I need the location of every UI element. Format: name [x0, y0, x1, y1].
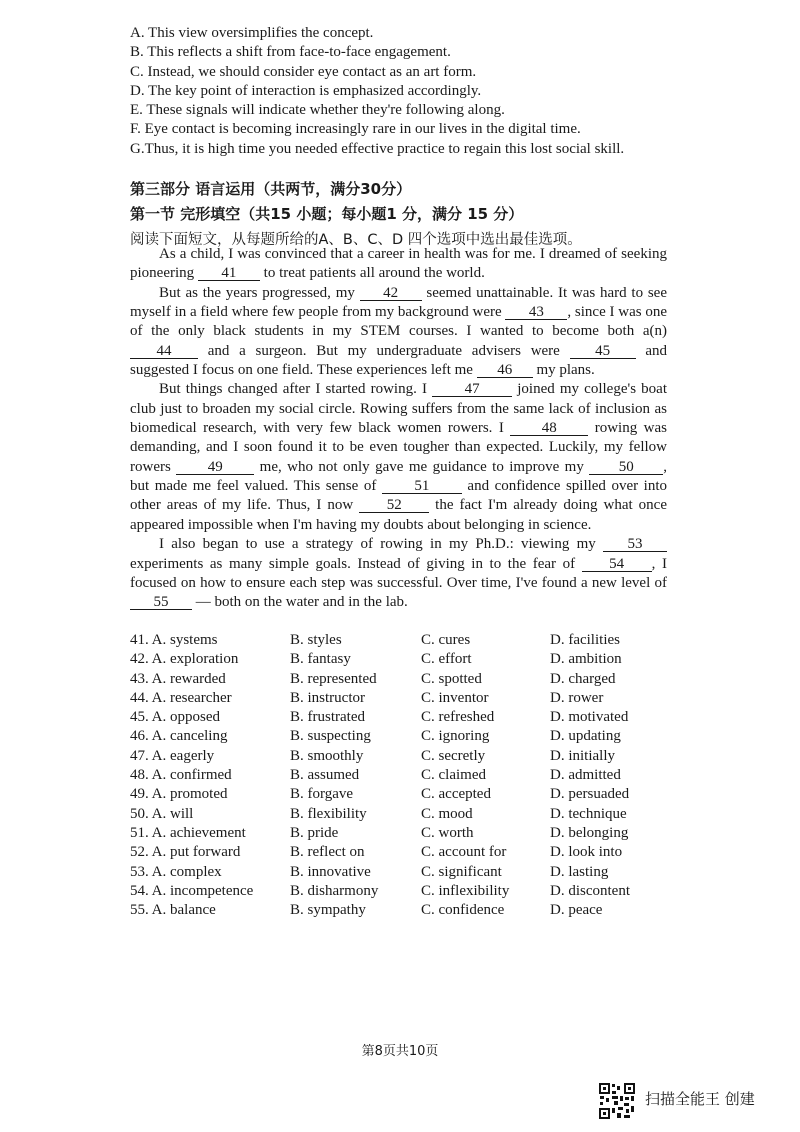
choice-d: D. initially — [550, 747, 615, 764]
choice-c: C. secretly — [421, 747, 486, 764]
choice-b: B. instructor — [290, 689, 365, 706]
blank-48: 48 — [510, 421, 588, 436]
choice-row — [130, 631, 690, 650]
subsection-heading: 第一节 完形填空（共15 小题；每小题1 分，满分 15 分） — [130, 205, 524, 223]
blank-55: 55 — [130, 595, 192, 610]
choice-a: 42. A. exploration — [130, 651, 239, 668]
choice-b: B. suspecting — [290, 728, 371, 745]
choice-b: B. pride — [290, 824, 339, 841]
choice-b: B. disharmony — [290, 882, 379, 899]
option-b: B. This reflects a shift from face-to-face engagement. — [130, 44, 451, 61]
option-d: D. The key point of interaction is emphasized accordingly. — [130, 82, 482, 99]
choice-a: 55. A. balance — [130, 902, 216, 919]
passage-text: and confidence spilled over into other areas of my life. Thus, I now — [130, 478, 667, 514]
choice-c: C. confidence — [421, 902, 505, 919]
choice-row — [130, 766, 690, 785]
choice-d: D. facilities — [550, 632, 620, 648]
choice-row — [130, 689, 690, 708]
choice-a: 49. A. promoted — [130, 786, 228, 803]
choice-b: B. fantasy — [290, 651, 351, 668]
passage-text: — both on the water and in the lab. — [192, 594, 408, 611]
choice-b: B. sympathy — [290, 902, 366, 919]
choice-d: D. technique — [550, 805, 627, 822]
scanner-watermark: 扫描全能王 创建 — [645, 1090, 755, 1108]
choice-b: B. frustrated — [290, 709, 365, 726]
passage-text: seemed unattainable. It was hard to see myself in a field where few people from my background were — [130, 284, 667, 321]
passage-text: But things changed after I started rowing. I — [159, 381, 433, 398]
choice-d: D. discontent — [550, 882, 630, 899]
choice-row — [130, 727, 690, 746]
choice-row — [130, 708, 690, 727]
blank-43: 43 — [505, 305, 567, 320]
blank-46: 46 — [477, 363, 533, 378]
choice-b: B. innovative — [290, 863, 371, 880]
choice-c: C. account for — [421, 844, 507, 861]
choice-a: 43. A. rewarded — [130, 670, 226, 687]
choice-d: D. charged — [550, 670, 616, 687]
choice-b: B. forgave — [290, 786, 354, 803]
choice-row — [130, 670, 690, 689]
blank-52: 52 — [359, 498, 429, 513]
blank-41: 41 — [198, 266, 260, 281]
choice-row — [130, 843, 690, 862]
instruction: 阅读下面短文，从每题所给的A、B、C、D 四个选项中选出最佳选项。 — [130, 232, 582, 248]
choice-c: C. worth — [421, 824, 474, 841]
choice-d: D. persuaded — [550, 786, 630, 803]
choice-a: 53. A. complex — [130, 863, 222, 880]
option-a: A. This view oversimplifies the concept. — [130, 25, 374, 41]
paragraph-4 — [130, 535, 667, 612]
choice-row — [130, 785, 690, 804]
blank-54: 54 — [582, 557, 652, 572]
passage-text: experiments as many simple goals. Instead of giving in to the fear of — [130, 555, 582, 572]
passage-text: As a child, I was convinced that a career in health was for me. I dreamed of seeking pioneering — [130, 246, 667, 282]
paragraph-2 — [130, 284, 667, 381]
passage-text: to treat patients all around the world. — [259, 265, 485, 282]
choice-c: C. claimed — [421, 767, 486, 784]
choice-d: D. peace — [550, 902, 603, 919]
choice-row — [130, 882, 690, 901]
choice-d: D. look into — [550, 844, 623, 861]
choice-c: C. refreshed — [421, 709, 495, 726]
choice-c: C. accepted — [421, 786, 491, 803]
choice-b: B. styles — [290, 632, 342, 648]
choice-d: D. motivated — [550, 709, 629, 726]
passage-text: and a surgeon. But my undergraduate advisers were — [198, 342, 570, 359]
choice-c: C. inventor — [421, 689, 489, 706]
choice-row — [130, 863, 690, 882]
passage-text: my plans. — [532, 362, 595, 379]
section-heading: 第三部分 语言运用（共两节，满分30分） — [130, 180, 412, 198]
choice-d: D. lasting — [550, 863, 609, 880]
blank-53: 53 — [603, 537, 667, 552]
blank-50: 50 — [589, 460, 663, 475]
choice-c: C. effort — [421, 651, 472, 668]
choice-a: 48. A. confirmed — [130, 767, 232, 784]
choice-c: C. mood — [421, 805, 473, 822]
choice-d: D. ambition — [550, 651, 622, 668]
choice-row — [130, 805, 690, 824]
choice-a: 46. A. canceling — [130, 728, 228, 745]
passage-text: I also began to use a strategy of rowing in my Ph.D.: viewing my — [159, 536, 603, 553]
choice-row — [130, 824, 690, 843]
choice-row — [130, 650, 690, 669]
choice-d: D. admitted — [550, 767, 621, 784]
choice-b: B. flexibility — [290, 805, 367, 822]
choice-row — [130, 901, 690, 920]
passage-text: , but made me feel valued. This sense of — [130, 458, 667, 495]
choice-d: D. rower — [550, 689, 604, 706]
choice-c: C. inflexibility — [421, 882, 510, 899]
cloze-passage — [130, 245, 667, 613]
sentence-options — [130, 24, 690, 159]
passage-text: the fact I'm already doing what once appeared impossible when I'm having my doubts about belonging in science. — [130, 497, 667, 533]
option-c: C. Instead, we should consider eye contact as an art form. — [130, 63, 477, 80]
choice-a: 41. A. systems — [130, 632, 218, 648]
blank-47: 47 — [432, 382, 512, 397]
choice-d: D. updating — [550, 728, 621, 745]
qr-code-icon — [598, 1082, 636, 1120]
blank-42: 42 — [360, 286, 422, 301]
choice-a: 51. A. achievement — [130, 824, 246, 841]
choice-a: 45. A. opposed — [130, 709, 220, 726]
passage-text: rowing was demanding, and I soon found it to be even tougher than expected. Luckily, my fellow rowers — [130, 420, 667, 475]
choice-b: B. assumed — [290, 767, 360, 784]
passage-text: , I focused on how to ensure each step was successful. Over time, I've found a new level of — [130, 555, 667, 591]
option-g: G.Thus, it is high time you needed effective practice to regain this lost social skill. — [130, 140, 625, 157]
answer-choices — [130, 631, 690, 920]
choice-d: D. belonging — [550, 824, 629, 841]
choice-c: C. significant — [421, 863, 502, 880]
passage-text: and suggested I focus on one field. These experiences left me — [130, 342, 667, 379]
choice-c: C. ignoring — [421, 728, 490, 745]
blank-44: 44 — [130, 344, 198, 359]
choice-a: 52. A. put forward — [130, 844, 241, 861]
choice-c: C. cures — [421, 632, 471, 648]
choice-a: 44. A. researcher — [130, 689, 232, 706]
choice-a: 54. A. incompetence — [130, 882, 254, 899]
choice-row — [130, 747, 690, 766]
blank-51: 51 — [382, 479, 462, 494]
option-e: E. These signals will indicate whether they're following along. — [130, 102, 505, 119]
paragraph-1 — [130, 245, 667, 284]
choice-b: B. smoothly — [290, 747, 364, 764]
option-f: F. Eye contact is becoming increasingly rare in our lives in the digital time. — [130, 121, 581, 138]
passage-text: But as the years progressed, my — [159, 284, 360, 301]
blank-49: 49 — [176, 460, 254, 475]
passage-text: joined my college's boat club just to broaden my social circle. Rowing suffers from the same lack of inclusion as biomedical research, with very few black women rowers. I — [130, 381, 667, 437]
choice-b: B. reflect on — [290, 844, 365, 861]
choice-b: B. represented — [290, 670, 377, 687]
passage-text: , since I was one of the only black students in my STEM courses. I wanted to become both a(n) — [130, 304, 667, 340]
passage-text: me, who not only gave me guidance to improve my — [254, 458, 590, 475]
page-number: 第8页共10页 — [361, 1044, 439, 1059]
choice-a: 47. A. eagerly — [130, 747, 215, 764]
paragraph-3 — [130, 380, 667, 535]
choice-a: 50. A. will — [130, 805, 194, 822]
choice-c: C. spotted — [421, 670, 482, 687]
blank-45: 45 — [570, 344, 636, 359]
